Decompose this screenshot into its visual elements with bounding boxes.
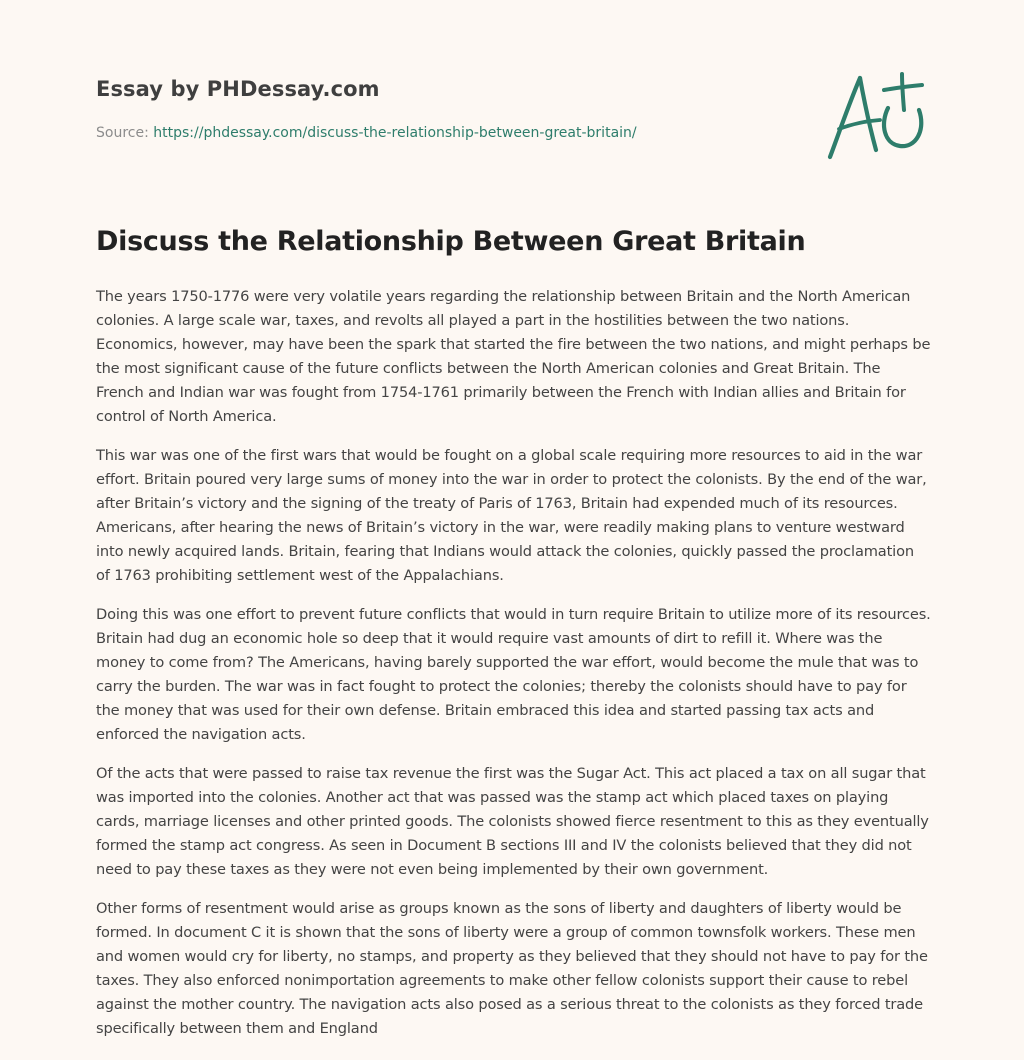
source-line [96, 125, 637, 141]
source-label: Source: [96, 125, 154, 141]
site-brand-title: Essay by PHDessay.com [96, 77, 380, 101]
source-link[interactable]: https://phdessay.com/discuss-the-relationship-between-great-britain/ [153, 125, 637, 141]
essay-paragraph: Other forms of resentment would arise as groups known as the sons of liberty and daughters of liberty would be formed. In document C it is shown that the sons of liberty were a group of common townsfolk workers. These men and women would cry for liberty, no stamps, and property as they believed that they should not have to pay for the taxes. They also enforced nonimportation agreements to make other fellow colonists support their cause to rebel against the mother country. The navigation acts also posed as a serious threat to the colonists as they forced trade specifically between them and England [96, 900, 928, 1037]
essay-paragraph: The years 1750-1776 were very volatile years regarding the relationship between Britain and the North American colonies. A large scale war, taxes, and revolts all played a part in the hostilities between the two nations. Economics, however, may have been the spark that started the fire between the two nations, and might perhaps be the most significant cause of the future conflicts between the North American colonies and Great Britain. The French and Indian war was fought from 1754-1761 primarily between the French with Indian allies and Britain for control of North America. [96, 288, 931, 425]
essay-paragraph: This war was one of the first wars that would be fought on a global scale requiring more resources to aid in the war effort. Britain poured very large sums of money into the war in order to protect the colonists. By the end of the war, after Britain’s victory and the signing of the treaty of Paris of 1763, Britain had expended much of its resources. Americans, after hearing the news of Britain’s victory in the war, were readily making plans to venture westward into newly acquired lands. Britain, fearing that Indians would attack the colonies, quickly passed the proclamation of 1763 prohibiting settlement west of the Appalachians. [96, 447, 927, 584]
essay-paragraph: Of the acts that were passed to raise tax revenue the first was the Sugar Act. This act placed a tax on all sugar that was imported into the colonies. Another act that was passed was the stamp act which placed taxes on playing cards, marriage licenses and other printed goods. The colonists showed fierce resentment to this as they eventually formed the stamp act congress. As seen in Document B sections III and IV the colonists believed that they did not need to pay these taxes as they were not even being implemented by their own government. [96, 765, 929, 878]
a-plus-logo-icon [818, 66, 930, 166]
essay-body [96, 285, 932, 1056]
essay-title: Discuss the Relationship Between Great Britain [96, 226, 806, 257]
essay-paragraph: Doing this was one effort to prevent future conflicts that would in turn require Britain to utilize more of its resources. Britain had dug an economic hole so deep that it would require vast amounts of dirt to refill it. Where was the money to come from? The Americans, having barely supported the war effort, would become the mule that was to carry the burden. The war was in fact fought to protect the colonies; thereby the colonists should have to pay for the money that was used for their own defense. Britain embraced this idea and started passing tax acts and enforced the navigation acts. [96, 606, 931, 743]
